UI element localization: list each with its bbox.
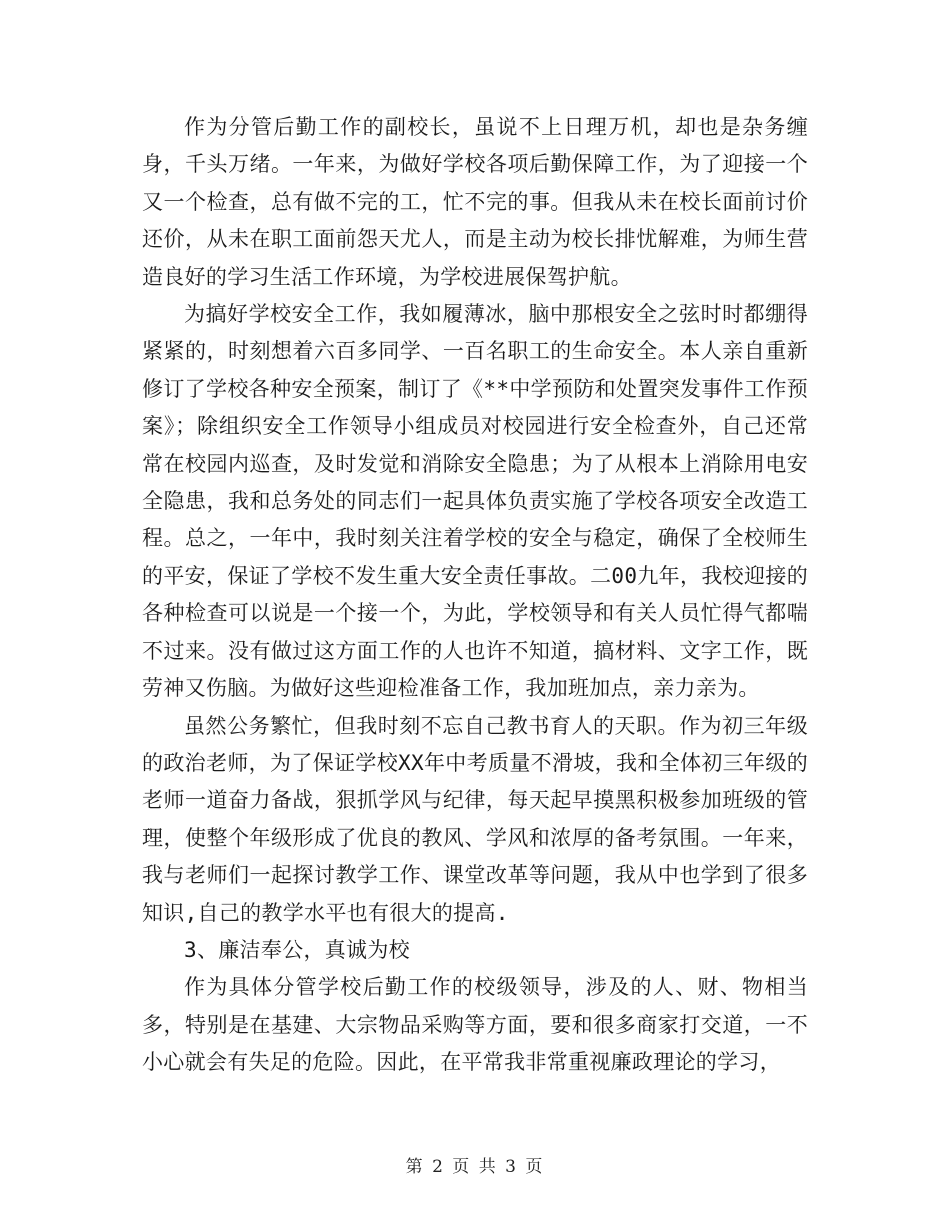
section-heading-integrity: 3、廉洁奉公，真诚为校 — [184, 937, 410, 962]
paragraph-teaching-duty: 虽然公务繁忙，但我时刻不忘自己教书育人的天职。作为初三年级的政治老师，为了保证学校XX年中考质量不滑坡，我和全体初三年级的老师一道奋力备战，狠抓学风与纪律，每天起早摸黑积极参加班级的管理，使整个年级形成了优良的教风、学风和浓厚的备考氛围。一年来，我与老师们一起探讨教学工作、课堂改革等问题，我从中也学到了很多知识,自己的教学水平也有很大的提高. — [142, 713, 808, 925]
document-body — [142, 109, 808, 1082]
paragraph-logistics-duty: 作为分管后勤工作的副校长，虽说不上日理万机，却也是杂务缠身，千头万绪。一年来，为做好学校各项后勤保障工作，为了迎接一个又一个检查，总有做不完的工，忙不完的事。但我从未在校长面前讨价还价，从未在职工面前怨天尤人，而是主动为校长排忧解难，为师生营造良好的学习生活工作环境，为学校进展保驾护航。 — [142, 115, 808, 289]
paragraph-school-safety: 为搞好学校安全工作，我如履薄冰，脑中那根安全之弦时时都绷得紧紧的，时刻想着六百多同学、一百名职工的生命安全。本人亲自重新修订了学校各种安全预案，制订了《**中学预防和处置突发事件工作预案》；除组织安全工作领导小组成员对校园进行安全检查外，自己还常常在校园内巡查，及时发觉和消除安全隐患；为了从根本上消除用电安全隐患，我和总务处的同志们一起具体负责实施了学校各项安全改造工程。总之，一年中，我时刻关注着学校的安全与稳定，确保了全校师生的平安，保证了学校不发生重大安全责任事故。二00九年，我校迎接的各种检查可以说是一个接一个，为此，学校领导和有关人员忙得气都喘不过来。没有做过这方面工作的人也许不知道，搞材料、文字工作，既劳神又伤脑。为做好这些迎检准备工作，我加班加点，亲力亲为。 — [142, 302, 808, 701]
page-footer: 第 2 页 共 3 页 — [405, 1157, 545, 1177]
paragraph-integrity: 作为具体分管学校后勤工作的校级领导，涉及的人、财、物相当多，特别是在基建、大宗物品采购等方面，要和很多商家打交道，一不小心就会有失足的危险。因此，在平常我非常重视廉政理论的学习， — [142, 975, 808, 1075]
